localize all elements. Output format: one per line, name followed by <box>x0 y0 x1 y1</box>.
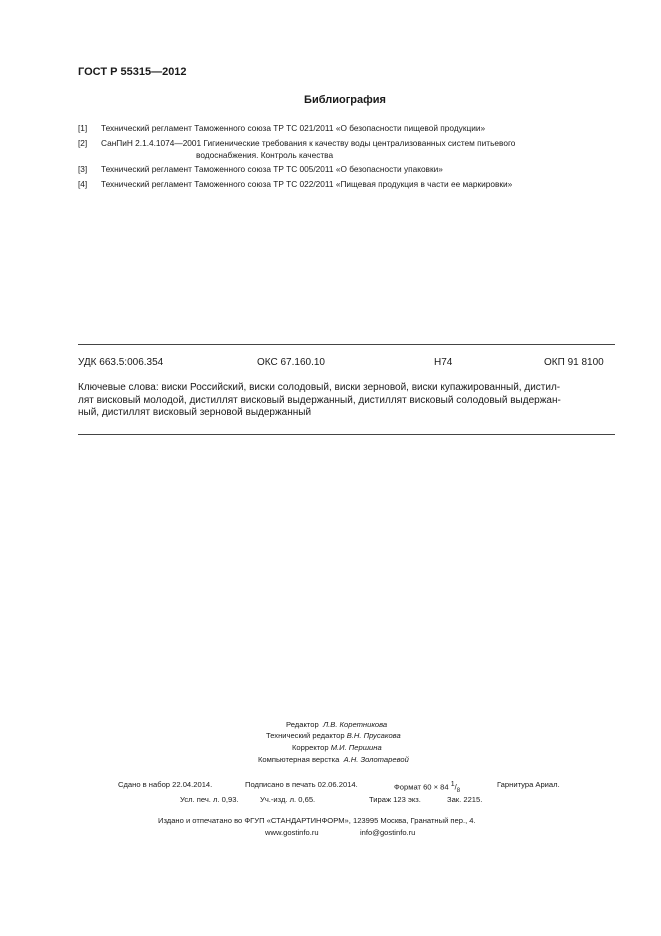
bibliography-item-text: Технический регламент Таможенного союза ТР ТС 021/2011 «О безопасности пищевой продукции» <box>101 123 486 133</box>
bottom-divider <box>78 434 615 435</box>
bibliography-item-number: [3] <box>78 164 88 174</box>
corrector-name: М.И. Першина <box>330 743 382 752</box>
standard-number: ГОСТ Р 55315—2012 <box>78 66 187 78</box>
tech-editor-name: В.Н. Прусакова <box>346 731 401 740</box>
bibliography-item-number: [4] <box>78 179 88 189</box>
bibliography-item-text: Технический регламент Таможенного союза ТР ТС 022/2011 «Пищевая продукция в части ее маркировки» <box>101 179 513 189</box>
keywords-line: Ключевые слова: виски Российский, виски солодовый, виски зерновой, виски купажированный, дистил- <box>78 382 561 393</box>
publisher: Издано и отпечатано во ФГУП «СТАНДАРТИНФОРМ», 123995 Москва, Гранатный пер., 4. <box>158 816 476 825</box>
publishing-sheets: Уч.-изд. л. 0,65. <box>260 795 316 804</box>
bibliography-title: Библиография <box>304 94 386 106</box>
layout-name: А.Н. Золотаревой <box>343 755 409 764</box>
typeface: Гарнитура Ариал. <box>497 780 560 789</box>
format: Формат 60 × 84 $^1/_8$ <box>394 781 461 795</box>
order-number: Зак. 2215. <box>447 795 483 804</box>
email-link[interactable]: info@gostinfo.ru <box>360 828 416 837</box>
bibliography-item-text: Технический регламент Таможенного союза ТР ТС 005/2011 «О безопасности упаковки» <box>101 164 443 174</box>
layout-line <box>258 754 409 765</box>
tech-editor-line <box>266 730 401 741</box>
format-label: Формат 60 × 84 <box>394 782 449 792</box>
submitted-date: Сдано в набор 22.04.2014. <box>118 780 213 789</box>
editor-line <box>286 719 387 730</box>
keywords <box>78 382 618 420</box>
bibliography-item-number: [1] <box>78 123 88 133</box>
editor-label: Редактор <box>286 720 319 729</box>
keywords-line: ный, дистиллят висковый зерновой выдержанный <box>78 407 312 418</box>
oks-code: ОКС 67.160.10 <box>257 357 325 368</box>
corrector-label: Корректор <box>292 743 329 752</box>
keywords-line: лят висковый молодой, дистиллят висковый выдержанный, дистиллят висковый солодовый выдержан- <box>78 394 561 406</box>
format-denominator: 8 <box>456 788 461 795</box>
udk-code: УДК 663.5:006.354 <box>78 357 164 368</box>
print-run: Тираж 123 экз. <box>369 795 421 804</box>
editor-name: Л.В. Коретникова <box>322 720 388 729</box>
signed-date: Подписано в печать 02.06.2014. <box>245 780 358 789</box>
top-divider <box>78 344 615 345</box>
layout-label: Компьютерная верстка <box>258 755 340 764</box>
website-link[interactable]: www.gostinfo.ru <box>265 828 319 837</box>
tech-editor-label: Технический редактор <box>266 731 345 740</box>
print-sheets: Усл. печ. л. 0,93. <box>180 795 239 804</box>
okp-code: ОКП 91 8100 <box>544 357 604 368</box>
bibliography-item-text-continued: водоснабжения. Контроль качества <box>196 150 334 160</box>
group-code: Н74 <box>434 357 453 368</box>
bibliography-item-number: [2] <box>78 138 88 148</box>
format-numerator: 1 <box>450 781 455 788</box>
corrector-line <box>292 742 382 753</box>
bibliography-item-text: СанПиН 2.1.4.1074—2001 Гигиенические требования к качеству воды централизованных систем питьевого <box>101 138 516 148</box>
